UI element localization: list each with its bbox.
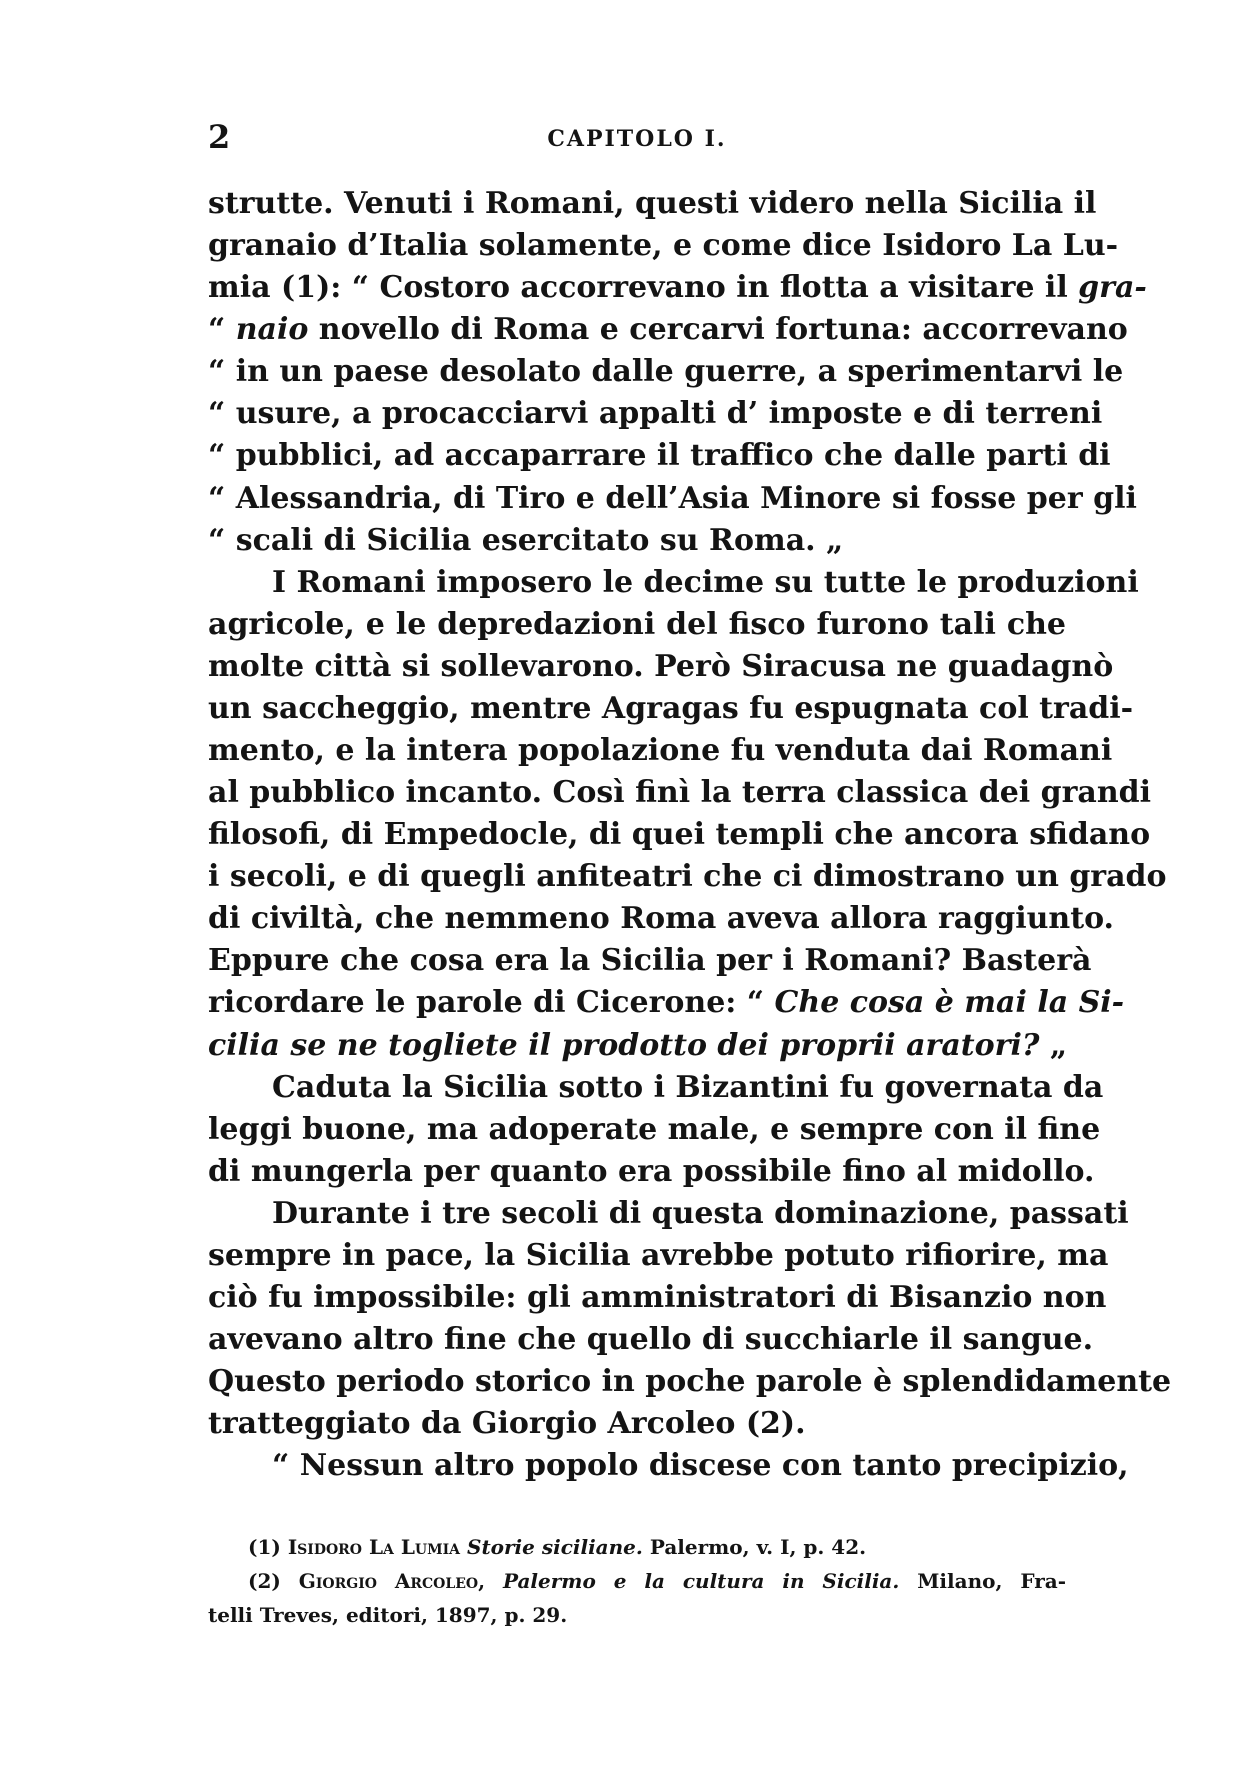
text-line: filosofi, di Empedocle, di quei templi che ancora sfidano [208, 817, 1151, 853]
text-line: tratteggiato da Giorgio Arcoleo (2). [208, 1406, 806, 1442]
italic-segment: naio [235, 312, 309, 348]
text-segment: ricordare le parole di Cicerone: “ [208, 985, 775, 1021]
footnote-2-continued: telli Treves, editori, 1897, p. 29. [208, 1603, 568, 1627]
text-line: granaio d’Italia solamente, e come dice Isidoro La Lu- [208, 228, 1119, 264]
text-line [208, 267, 1147, 309]
text-line: strutte. Venuti i Romani, questi videro nella Sicilia il [208, 186, 1097, 221]
text-line: i secoli, e di quegli anfiteatri che ci dimostrano un grado [208, 859, 1167, 895]
text-line: ciò fu impossibile: gli amministratori di Bisanzio non [208, 1280, 1107, 1316]
running-head: CAPITOLO I. [547, 126, 727, 152]
italic-segment: cilia se ne togliete il prodotto dei proprii aratori? [208, 1027, 1040, 1063]
text-line: leggi buone, ma adoperate male, e sempre con il fine [208, 1111, 1101, 1147]
text-line: I Romani imposero le decime su tutte le produzioni [272, 564, 1139, 600]
footnote-marker: (2) [248, 1569, 281, 1593]
footnote-2 [208, 1564, 1066, 1598]
footnote-1 [208, 1530, 1066, 1564]
page-header [208, 118, 1066, 158]
text-line: “ scali di Sicilia esercitato su Roma. „ [208, 522, 844, 558]
footnote-title: Palermo e la cultura in Sicilia. [502, 1569, 900, 1593]
text-line: molte città si sollevarono. Però Siracusa ne guadagnò [208, 648, 1114, 684]
text-line: “ usure, a procacciarvi appalti d’ imposte e di terreni [208, 396, 1103, 432]
page-number: 2 [208, 118, 231, 156]
italic-segment: Che cosa è mai la Si- [774, 985, 1125, 1021]
text-line: “ pubblici, ad accaparrare il traffico che dalle parti di [208, 438, 1111, 474]
text-line: Eppure che cosa era la Sicilia per i Romani? Basterà [208, 943, 1092, 979]
text-line: di civiltà, che nemmeno Roma aveva allora raggiunto. [208, 901, 1115, 937]
footnote-marker: (1) [248, 1535, 281, 1559]
footnote-rest: Milano, Fra- [899, 1569, 1066, 1593]
text-line: avevano altro fine che quello di succhiarle il sangue. [208, 1322, 1094, 1358]
text-line [208, 309, 1128, 351]
text-line: al pubblico incanto. Così finì la terra classica dei grandi [208, 775, 1152, 811]
footnote-rest: Palermo, v. I, p. 42. [642, 1535, 867, 1559]
text-line: “ in un paese desolato dalle guerre, a sperimentarvi le [208, 354, 1124, 390]
text-line: di mungerla per quanto era possibile fino al midollo. [208, 1153, 1095, 1189]
text-line: sempre in pace, la Sicilia avrebbe potuto rifiorire, ma [208, 1237, 1109, 1273]
text-line: Durante i tre secoli di questa dominazione, passati [272, 1195, 1129, 1231]
text-segment: novello di Roma e cercarvi fortuna: accorrevano [308, 312, 1128, 348]
text-line [208, 982, 1125, 1024]
footnote-title: Storie siciliane. [467, 1535, 643, 1559]
footnotes [208, 1530, 1066, 1632]
text-line: “ Alessandria, di Tiro e dell’Asia Minore si fosse per gli [208, 480, 1137, 516]
footnote-author: Giorgio Arcoleo, [298, 1569, 486, 1593]
text-line: “ Nessun altro popolo discese con tanto precipizio, [272, 1448, 1129, 1484]
text-segment: “ [208, 312, 236, 348]
text-line: Questo periodo storico in poche parole è splendidamente [208, 1364, 1172, 1400]
main-text [208, 183, 1172, 1487]
text-line: mento, e la intera popolazione fu venduta dai Romani [208, 733, 1113, 769]
text-line: Caduta la Sicilia sotto i Bizantini fu governata da [272, 1069, 1104, 1105]
text-segment: mia (1): “ Costoro accorrevano in flotta a visitare il [208, 270, 1079, 306]
text-line: agricole, e le depredazioni del fisco furono tali che [208, 606, 1066, 642]
italic-segment: gra- [1078, 270, 1147, 306]
text-line: un saccheggio, mentre Agragas fu espugnata col tradi- [208, 690, 1134, 726]
footnote-author: Isidoro La Lumia [287, 1535, 461, 1559]
text-segment: „ [1039, 1027, 1068, 1063]
text-line [208, 1025, 1066, 1067]
